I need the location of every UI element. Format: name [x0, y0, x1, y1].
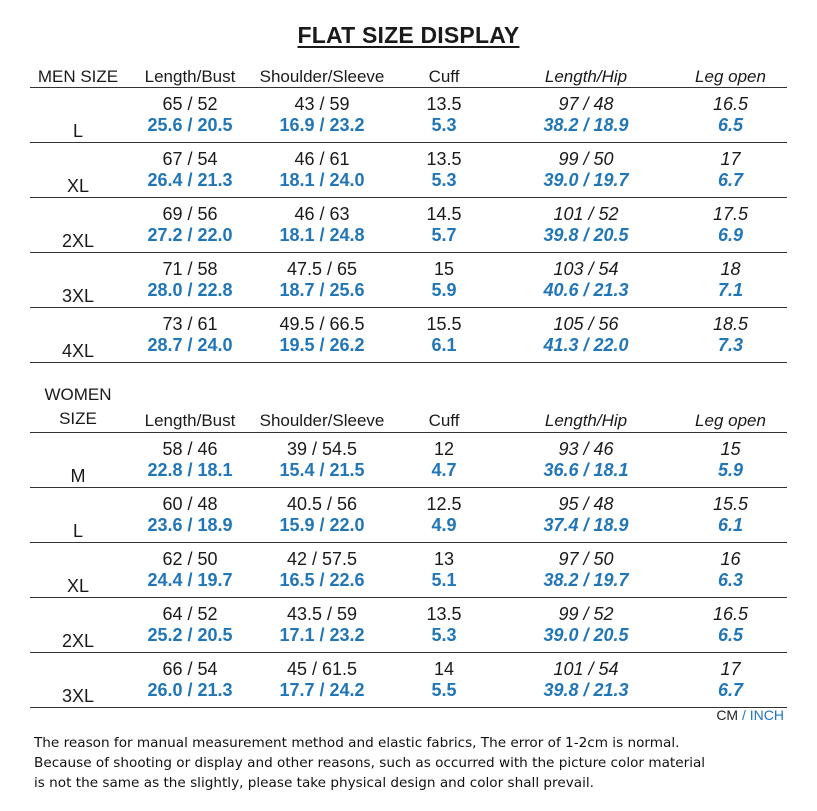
inch-value: 5.3 [390, 170, 498, 198]
size-label: XL [30, 543, 126, 598]
inch-value: 6.5 [674, 625, 787, 653]
size-label: 4XL [30, 308, 126, 363]
cm-value: 15 [433, 259, 455, 279]
men-row-inch [30, 115, 787, 143]
cm-value: 12.5 [426, 494, 462, 514]
inch-value: 6.1 [674, 515, 787, 543]
inch-value: 18.1 / 24.8 [254, 225, 390, 253]
men-row-cm [30, 308, 787, 336]
cm-value: 14 [433, 659, 455, 679]
men-row-cm [30, 253, 787, 281]
men-row-cm [30, 198, 787, 226]
cm-value: 14.5 [426, 204, 462, 224]
men-row-inch [30, 225, 787, 253]
women-row-cm [30, 433, 787, 461]
women-row-inch [30, 625, 787, 653]
note-line: is not the same as the slightly, please take physical design and color shall prevail. [34, 775, 594, 791]
cm-value: 99 / 50 [558, 149, 614, 169]
inch-value: 40.6 / 21.3 [498, 280, 674, 308]
women-header-cell: WOMEN SIZE [30, 383, 126, 433]
cm-value: 46 / 61 [294, 149, 350, 169]
cm-value: 101 / 54 [553, 659, 619, 679]
cm-value: 69 / 56 [162, 204, 218, 224]
inch-value: 18.1 / 24.0 [254, 170, 390, 198]
inch-value: 18.7 / 25.6 [254, 280, 390, 308]
women-row-inch [30, 515, 787, 543]
cm-value: 16.5 [712, 94, 749, 114]
men-header-cell: Length/Hip [498, 60, 674, 88]
size-label: 2XL [30, 598, 126, 653]
inch-value: 38.2 / 18.9 [498, 115, 674, 143]
size-label: 2XL [30, 198, 126, 253]
inch-value: 39.8 / 20.5 [498, 225, 674, 253]
cm-value: 16 [720, 549, 741, 569]
inch-value: 22.8 / 18.1 [126, 460, 254, 488]
cm-value: 71 / 58 [162, 259, 218, 279]
page-title: FLAT SIZE DISPLAY [297, 22, 520, 48]
note-line: Because of shooting or display and other reasons, such as occurred with the picture color material [34, 755, 706, 771]
cm-value: 13.5 [426, 604, 462, 624]
inch-value: 6.7 [674, 680, 787, 708]
cm-value: 15 [720, 439, 741, 459]
inch-value: 17.7 / 24.2 [254, 680, 390, 708]
unit-legend [716, 707, 784, 723]
women-row-cm [30, 488, 787, 516]
cm-value: 73 / 61 [162, 314, 218, 334]
inch-value: 5.3 [390, 625, 498, 653]
inch-value: 6.1 [390, 335, 498, 363]
cm-value: 46 / 63 [294, 204, 350, 224]
cm-value: 97 / 48 [558, 94, 614, 114]
cm-value: 105 / 56 [553, 314, 619, 334]
inch-value: 6.5 [674, 115, 787, 143]
cm-value: 66 / 54 [162, 659, 218, 679]
men-header-cell: Cuff [390, 60, 498, 88]
inch-value: 5.3 [390, 115, 498, 143]
cm-value: 12 [433, 439, 455, 459]
cm-value: 17.5 [712, 204, 749, 224]
cm-value: 47.5 / 65 [286, 259, 358, 279]
cm-value: 43.5 / 59 [286, 604, 358, 624]
cm-value: 40.5 / 56 [286, 494, 358, 514]
women-header-cell: Length/Bust [126, 383, 254, 433]
inch-value: 41.3 / 22.0 [498, 335, 674, 363]
inch-value: 7.1 [674, 280, 787, 308]
cm-value: 42 / 57.5 [286, 549, 358, 569]
cm-value: 95 / 48 [558, 494, 614, 514]
cm-value: 62 / 50 [162, 549, 218, 569]
cm-value: 18 [720, 259, 741, 279]
cm-value: 103 / 54 [553, 259, 619, 279]
women-header-cell: Leg open [674, 383, 787, 433]
inch-value: 37.4 / 18.9 [498, 515, 674, 543]
cm-value: 18.5 [712, 314, 749, 334]
women-row-inch [30, 570, 787, 598]
men-row-cm [30, 88, 787, 116]
inch-value: 6.3 [674, 570, 787, 598]
cm-value: 43 / 59 [294, 94, 350, 114]
size-label: M [30, 433, 126, 488]
cm-value: 97 / 50 [558, 549, 614, 569]
women-row-inch [30, 460, 787, 488]
inch-value: 5.1 [390, 570, 498, 598]
women-table-body [30, 433, 787, 708]
inch-value: 39.8 / 21.3 [498, 680, 674, 708]
size-label: 3XL [30, 653, 126, 708]
inch-value: 4.9 [390, 515, 498, 543]
men-size-table [30, 60, 787, 363]
cm-value: 65 / 52 [162, 94, 218, 114]
cm-value: 60 / 48 [162, 494, 218, 514]
men-row-cm [30, 143, 787, 171]
women-size-table [30, 383, 787, 708]
size-label: L [30, 88, 126, 143]
women-row-cm [30, 598, 787, 626]
unit-cm: CM [716, 707, 739, 723]
men-header-cell: Length/Bust [126, 60, 254, 88]
inch-value: 36.6 / 18.1 [498, 460, 674, 488]
cm-value: 58 / 46 [162, 439, 218, 459]
men-header-cell: Leg open [674, 60, 787, 88]
page-title-wrap [0, 22, 817, 49]
women-header-cell: Shoulder/Sleeve [254, 383, 390, 433]
unit-separator: / [738, 707, 750, 723]
cm-value: 101 / 52 [553, 204, 619, 224]
men-row-inch [30, 335, 787, 363]
men-table-body [30, 88, 787, 363]
inch-value: 28.7 / 24.0 [126, 335, 254, 363]
men-header-cell: MEN SIZE [30, 60, 126, 88]
size-label: 3XL [30, 253, 126, 308]
men-header-cell: Shoulder/Sleeve [254, 60, 390, 88]
inch-value: 16.5 / 22.6 [254, 570, 390, 598]
women-row-cm [30, 653, 787, 681]
men-row-inch [30, 280, 787, 308]
unit-inch: INCH [749, 707, 784, 723]
inch-value: 6.7 [674, 170, 787, 198]
men-header-row [30, 60, 787, 88]
cm-value: 49.5 / 66.5 [279, 314, 365, 334]
measurement-note [34, 733, 794, 793]
cm-value: 13 [433, 549, 455, 569]
inch-value: 15.4 / 21.5 [254, 460, 390, 488]
inch-value: 38.2 / 19.7 [498, 570, 674, 598]
cm-value: 39 / 54.5 [286, 439, 358, 459]
women-header-row [30, 383, 787, 433]
inch-value: 4.7 [390, 460, 498, 488]
cm-value: 15.5 [426, 314, 462, 334]
inch-value: 39.0 / 19.7 [498, 170, 674, 198]
inch-value: 5.9 [390, 280, 498, 308]
women-row-inch [30, 680, 787, 708]
cm-value: 64 / 52 [162, 604, 218, 624]
inch-value: 23.6 / 18.9 [126, 515, 254, 543]
size-label: L [30, 488, 126, 543]
cm-value: 93 / 46 [558, 439, 614, 459]
women-header-cell: Cuff [390, 383, 498, 433]
inch-value: 5.9 [674, 460, 787, 488]
cm-value: 17 [720, 659, 741, 679]
inch-value: 26.0 / 21.3 [126, 680, 254, 708]
inch-value: 5.7 [390, 225, 498, 253]
inch-value: 24.4 / 19.7 [126, 570, 254, 598]
inch-value: 16.9 / 23.2 [254, 115, 390, 143]
inch-value: 15.9 / 22.0 [254, 515, 390, 543]
note-line: The reason for manual measurement method and elastic fabrics, The error of 1-2cm is normal. [34, 735, 680, 751]
inch-value: 39.0 / 20.5 [498, 625, 674, 653]
inch-value: 26.4 / 21.3 [126, 170, 254, 198]
inch-value: 5.5 [390, 680, 498, 708]
women-row-cm [30, 543, 787, 571]
inch-value: 17.1 / 23.2 [254, 625, 390, 653]
cm-value: 13.5 [426, 149, 462, 169]
inch-value: 7.3 [674, 335, 787, 363]
cm-value: 16.5 [712, 604, 749, 624]
cm-value: 15.5 [712, 494, 749, 514]
inch-value: 6.9 [674, 225, 787, 253]
cm-value: 13.5 [426, 94, 462, 114]
women-header-cell: Length/Hip [498, 383, 674, 433]
inch-value: 28.0 / 22.8 [126, 280, 254, 308]
inch-value: 25.6 / 20.5 [126, 115, 254, 143]
inch-value: 27.2 / 22.0 [126, 225, 254, 253]
cm-value: 17 [720, 149, 741, 169]
cm-value: 99 / 52 [558, 604, 614, 624]
men-row-inch [30, 170, 787, 198]
cm-value: 67 / 54 [162, 149, 218, 169]
inch-value: 19.5 / 26.2 [254, 335, 390, 363]
inch-value: 25.2 / 20.5 [126, 625, 254, 653]
cm-value: 45 / 61.5 [286, 659, 358, 679]
size-label: XL [30, 143, 126, 198]
